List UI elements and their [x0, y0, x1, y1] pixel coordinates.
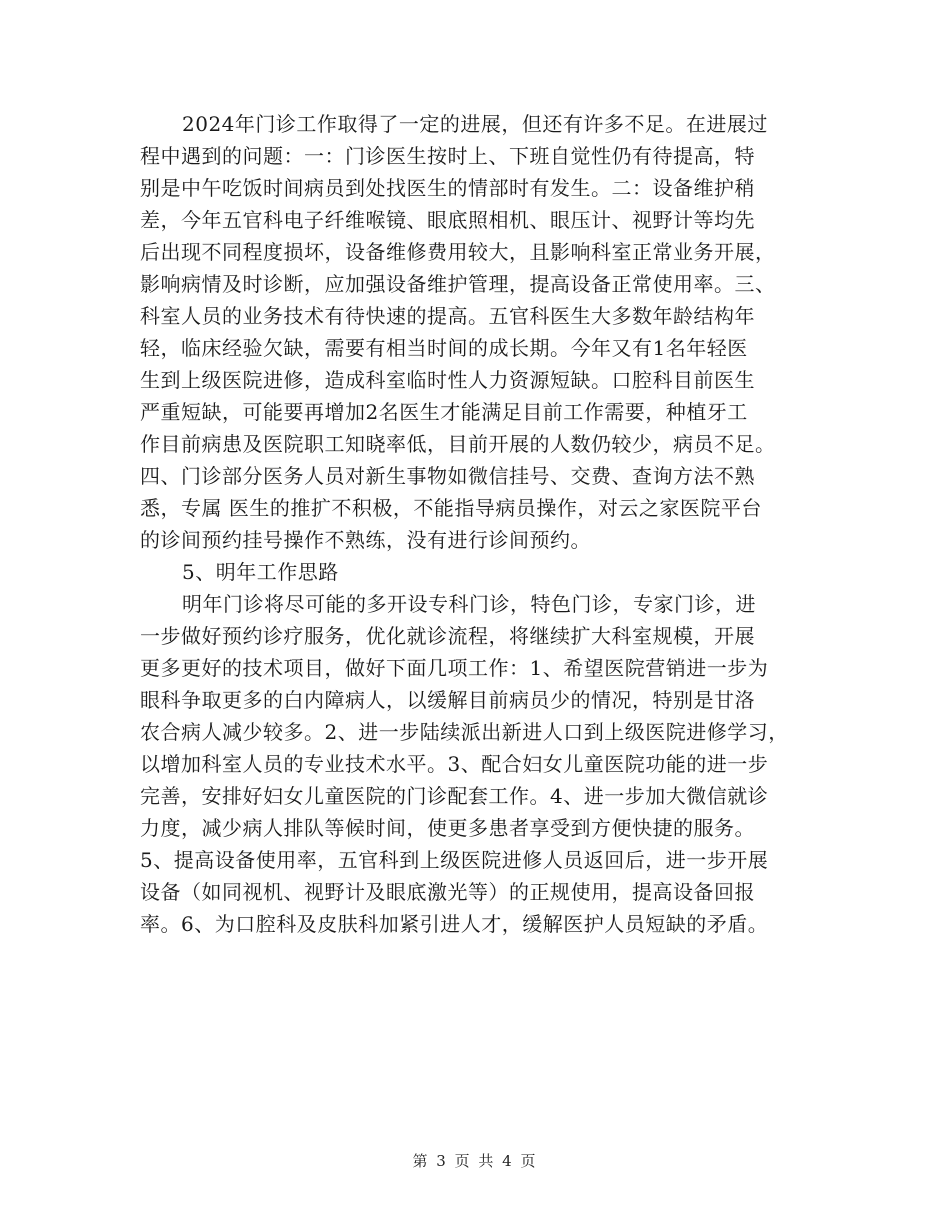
paragraph-line: 四、门诊部分医务人员对新生事物如微信挂号、交费、查询方法不熟	[140, 464, 755, 488]
paragraph-line: 轻，临床经验欠缺，需要有相当时间的成长期。今年又有1名年轻医	[140, 336, 748, 360]
paragraph-line: 后出现不同程度损坏，设备维修费用较大，且影响科室正常业务开展，	[140, 240, 776, 264]
paragraph-line: 别是中午吃饭时间病员到处找医生的情部时有发生。二：设备维护稍	[140, 176, 755, 200]
paragraph-line: 生到上级医院进修，造成科室临时性人力资源短缺。口腔科目前医生	[140, 368, 755, 392]
paragraph-line: 一步做好预约诊疗服务，优化就诊流程，将继续扩大科室规模，开展	[140, 624, 755, 648]
paragraph-line: 力度，减少病人排队等候时间，使更多患者享受到方便快捷的服务。	[140, 816, 755, 840]
document-body	[140, 108, 810, 940]
paragraph-line: 程中遇到的问题：一：门诊医生按时上、下班自觉性仍有待提高，特	[140, 144, 755, 168]
paragraph-line: 影响病情及时诊断，应加强设备维护管理，提高设备正常使用率。三、	[140, 272, 776, 296]
paragraph-line: 明年门诊将尽可能的多开设专科门诊，特色门诊，专家门诊，进	[182, 592, 756, 616]
paragraph-line: 设备（如同视机、视野计及眼底激光等）的正规使用，提高设备回报	[140, 880, 755, 904]
paragraph-line: 更多更好的技术项目，做好下面几项工作：1、希望医院营销进一步为	[140, 656, 769, 680]
section-heading: 5、明年工作思路	[182, 560, 339, 584]
paragraph-line: 科室人员的业务技术有待快速的提高。五官科医生大多数年龄结构年	[140, 304, 755, 328]
paragraph-line: 2024年门诊工作取得了一定的进展，但还有许多不足。在进展过	[182, 112, 768, 136]
paragraph-line: 差，今年五官科电子纤维喉镜、眼底照相机、眼压计、视野计等均先	[140, 208, 755, 232]
paragraph-line: 农合病人减少较多。2、进一步陆续派出新进人口到上级医院进修学习，	[140, 720, 789, 744]
paragraph-line: 完善，安排好妇女儿童医院的门诊配套工作。4、进一步加大微信就诊	[140, 784, 769, 808]
paragraph-line: 以增加科室人员的专业技术水平。3、配合妇女儿童医院功能的进一步	[140, 752, 769, 776]
paragraph-line: 5、提高设备使用率，五官科到上级医院进修人员返回后，进一步开展	[140, 848, 769, 872]
paragraph-line: 的诊间预约挂号操作不熟练，没有进行诊间预约。	[140, 528, 591, 552]
paragraph-line: 悉，专属 医生的推扩不积极，不能指导病员操作，对云之家医院平台	[140, 496, 762, 520]
page-number-footer: 第 3 页 共 4 页	[412, 1152, 538, 1170]
paragraph-line: 作目前病患及医院职工知晓率低，目前开展的人数仍较少，病员不足。	[140, 432, 776, 456]
paragraph-line: 率。6、为口腔科及皮肤科加紧引进人才，缓解医护人员短缺的矛盾。	[140, 912, 769, 936]
paragraph-line: 严重短缺，可能要再增加2名医生才能满足目前工作需要，种植牙工	[140, 400, 748, 424]
paragraph-line: 眼科争取更多的白内障病人，以缓解目前病员少的情况，特别是甘洛	[140, 688, 755, 712]
